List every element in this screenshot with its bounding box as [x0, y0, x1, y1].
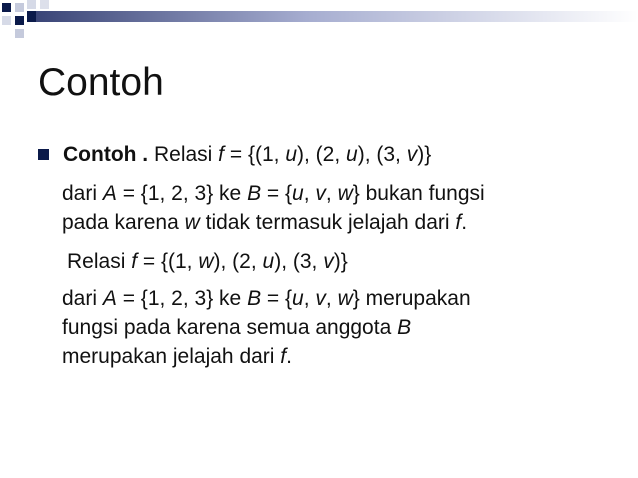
- math-var: v: [315, 287, 326, 310]
- text-run: dari: [62, 182, 103, 205]
- deco-square-5: [27, 0, 36, 9]
- deco-square-1: [2, 3, 11, 12]
- deco-square-8: [40, 0, 49, 9]
- text-run: .: [461, 211, 468, 234]
- math-var: f: [280, 345, 287, 368]
- text-run: = {: [261, 182, 293, 205]
- bullet-marker: [38, 149, 49, 160]
- text-run: ,: [303, 182, 316, 205]
- header-decoration: [0, 0, 638, 48]
- text-run: Relasi: [67, 250, 132, 273]
- text-run: ), (2,: [297, 143, 347, 166]
- bullet-lead: Contoh .: [63, 143, 149, 166]
- text-run: tidak termasuk jelajah dari: [199, 211, 456, 234]
- math-var: B: [397, 316, 412, 339]
- text-run: = {(1,: [224, 143, 286, 166]
- math-var: w: [184, 211, 200, 234]
- deco-square-2: [15, 3, 24, 12]
- math-var: v: [406, 143, 418, 166]
- math-var: w: [198, 250, 214, 273]
- text-run: = {(1,: [137, 250, 199, 273]
- text-run: ), (3,: [274, 250, 324, 273]
- text-run: )}: [417, 143, 432, 166]
- text-run: pada karena: [62, 211, 185, 234]
- text-run: = {: [261, 287, 293, 310]
- body-line-6: [62, 313, 411, 342]
- deco-square-4: [15, 16, 24, 25]
- bullet-line: [63, 140, 431, 169]
- math-var: B: [247, 287, 262, 310]
- math-var: f: [131, 250, 138, 273]
- body-line-2: [62, 179, 485, 208]
- math-var: u: [262, 250, 275, 273]
- text-run: Relasi: [148, 143, 219, 166]
- math-var: A: [102, 287, 117, 310]
- deco-square-7: [15, 29, 24, 38]
- header-gradient-band: [36, 11, 638, 22]
- text-run: } merupakan: [352, 287, 471, 310]
- math-var: u: [285, 143, 297, 166]
- text-run: merupakan jelajah dari: [62, 345, 281, 368]
- body-line-5: [62, 284, 471, 313]
- text-run: .: [286, 345, 292, 368]
- math-var: u: [292, 287, 304, 310]
- math-var: w: [337, 182, 353, 205]
- text-run: = {1, 2, 3} ke: [116, 182, 248, 205]
- text-run: )}: [333, 250, 348, 273]
- deco-square-3: [27, 11, 36, 22]
- math-var: f: [218, 143, 225, 166]
- text-run: fungsi pada karena semua anggota: [62, 316, 398, 339]
- text-run: ,: [303, 287, 316, 310]
- text-run: ,: [325, 182, 338, 205]
- math-var: v: [315, 182, 326, 205]
- deco-square-6: [2, 16, 11, 25]
- slide-title: Contoh: [38, 61, 164, 104]
- math-var: v: [323, 250, 334, 273]
- math-var: f: [455, 211, 462, 234]
- body-line-3: [62, 208, 467, 237]
- math-var: u: [292, 182, 304, 205]
- text-run: } bukan fungsi: [352, 182, 485, 205]
- body-line-7: [62, 342, 292, 371]
- text-run: ), (3,: [357, 143, 407, 166]
- math-var: A: [102, 182, 117, 205]
- math-var: B: [247, 182, 262, 205]
- math-var: u: [346, 143, 358, 166]
- text-run: ,: [325, 287, 338, 310]
- math-var: w: [337, 287, 353, 310]
- text-run: dari: [62, 287, 103, 310]
- text-run: = {1, 2, 3} ke: [116, 287, 248, 310]
- body-line-4: [67, 247, 348, 276]
- text-run: ), (2,: [213, 250, 263, 273]
